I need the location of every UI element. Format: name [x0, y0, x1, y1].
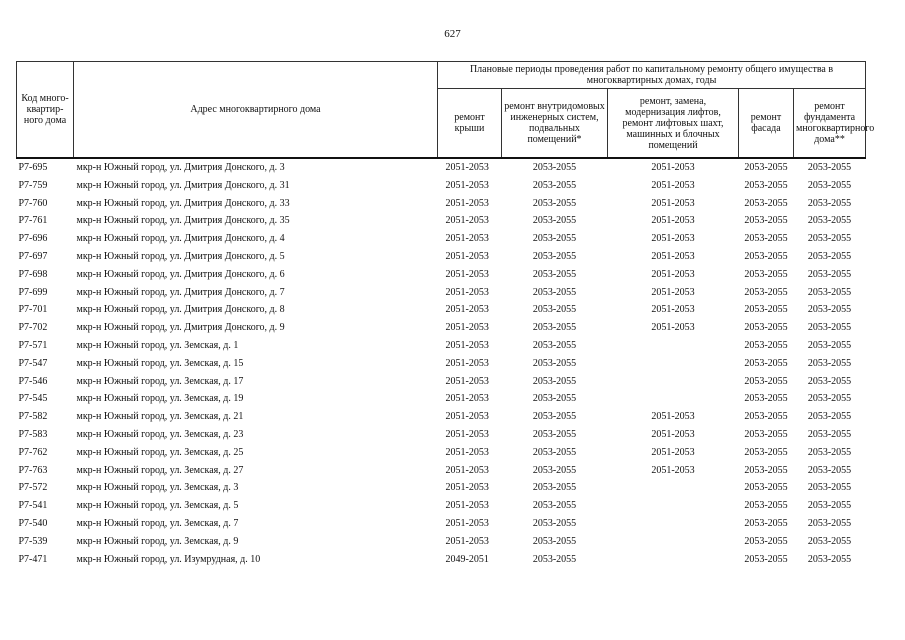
header-foundation: ремонт фундамента многоквартирного дома** [794, 89, 866, 159]
cell-roof: 2051-2053 [445, 197, 489, 209]
cell-elevators [608, 390, 739, 408]
cell-elevators: 2051-2053 [651, 464, 695, 476]
cell-roof: 2051-2053 [445, 339, 489, 351]
cell-code: Р7-698 [18, 268, 48, 280]
cell-foundation: 2053-2055 [807, 215, 852, 227]
table-row [17, 515, 866, 533]
cell-address: мкр-н Южный город, ул. Дмитрия Донского, д. 9 [76, 322, 285, 334]
table-row [17, 462, 866, 480]
cell-systems: 2053-2055 [532, 268, 577, 280]
cell-address: мкр-н Южный город, ул. Дмитрия Донского, д. 31 [76, 179, 290, 191]
cell-code: Р7-696 [18, 233, 48, 245]
cell-code: Р7-702 [18, 322, 48, 334]
cell-roof: 2051-2053 [445, 162, 489, 173]
header-systems: ремонт внутридомовых инженерных систем, подвальных помещений* [502, 89, 608, 159]
cell-elevators: 2051-2053 [651, 162, 695, 173]
cell-facade: 2053-2055 [744, 304, 788, 316]
cell-elevators: 2051-2053 [651, 197, 695, 209]
cell-roof: 2051-2053 [445, 446, 489, 458]
cell-foundation: 2053-2055 [807, 162, 852, 173]
cell-roof: 2051-2053 [445, 482, 489, 494]
cell-elevators [608, 515, 739, 533]
cell-address: мкр-н Южный город, ул. Земская, д. 21 [76, 411, 244, 423]
cell-systems: 2053-2055 [532, 482, 577, 494]
table-row [17, 390, 866, 408]
cell-systems: 2053-2055 [532, 357, 577, 369]
cell-facade: 2053-2055 [744, 197, 788, 209]
cell-address: мкр-н Южный город, ул. Дмитрия Донского, д. 7 [76, 286, 285, 298]
cell-code: Р7-701 [18, 304, 48, 316]
cell-systems: 2053-2055 [532, 517, 577, 529]
capital-repair-table [16, 61, 875, 568]
cell-foundation: 2053-2055 [807, 482, 852, 494]
header-code: Код много-квартир-ного дома [17, 62, 74, 159]
cell-systems: 2053-2055 [532, 286, 577, 298]
header-facade: ремонт фасада [739, 89, 794, 159]
cell-address: мкр-н Южный город, ул. Земская, д. 23 [76, 428, 244, 440]
cell-foundation: 2053-2055 [807, 286, 852, 298]
header-periods: Плановые периоды проведения работ по капитальному ремонту общего имущества в многоквартирных домах, годы [438, 62, 866, 89]
cell-systems: 2053-2055 [532, 339, 577, 351]
cell-systems: 2053-2055 [532, 322, 577, 334]
table-row [17, 497, 866, 515]
cell-roof: 2051-2053 [445, 322, 489, 334]
cell-elevators: 2051-2053 [651, 250, 695, 262]
cell-foundation: 2053-2055 [807, 304, 852, 316]
cell-address: мкр-н Южный город, ул. Земская, д. 1 [76, 339, 239, 351]
table-header [17, 62, 875, 159]
cell-facade: 2053-2055 [744, 553, 788, 565]
cell-code: Р7-699 [18, 286, 48, 298]
cell-roof: 2051-2053 [445, 357, 489, 369]
cell-roof: 2051-2053 [445, 517, 489, 529]
table-row [17, 284, 866, 302]
cell-foundation: 2053-2055 [807, 428, 852, 440]
cell-roof: 2051-2053 [445, 286, 489, 298]
header-roof: ремонт крыши [438, 89, 502, 159]
cell-systems: 2053-2055 [532, 250, 577, 262]
cell-code: Р7-763 [18, 464, 48, 476]
cell-address: мкр-н Южный город, ул. Земская, д. 27 [76, 464, 244, 476]
cell-facade: 2053-2055 [744, 500, 788, 512]
cell-foundation: 2053-2055 [807, 393, 852, 405]
cell-code: Р7-571 [18, 339, 48, 351]
cell-elevators [608, 373, 739, 391]
cell-systems: 2053-2055 [532, 393, 577, 405]
table-row [17, 426, 866, 444]
cell-address: мкр-н Южный город, ул. Дмитрия Донского, д. 3 [76, 162, 285, 173]
cell-code: Р7-762 [18, 446, 48, 458]
table-row [17, 479, 866, 497]
cell-foundation: 2053-2055 [807, 517, 852, 529]
cell-roof: 2051-2053 [445, 535, 489, 547]
table-row [17, 444, 866, 462]
cell-facade: 2053-2055 [744, 517, 788, 529]
cell-address: мкр-н Южный город, ул. Земская, д. 3 [76, 482, 239, 494]
cell-facade: 2053-2055 [744, 250, 788, 262]
cell-code: Р7-761 [18, 215, 48, 227]
cell-elevators [608, 533, 739, 551]
cell-elevators: 2051-2053 [651, 428, 695, 440]
table-row [17, 158, 866, 177]
cell-systems: 2053-2055 [532, 304, 577, 316]
cell-foundation: 2053-2055 [807, 375, 852, 387]
cell-code: Р7-545 [18, 393, 48, 405]
cell-facade: 2053-2055 [744, 268, 788, 280]
table-row [17, 266, 866, 284]
cell-systems: 2053-2055 [532, 179, 577, 191]
cell-systems: 2053-2055 [532, 162, 577, 173]
cell-foundation: 2053-2055 [807, 197, 852, 209]
cell-facade: 2053-2055 [744, 179, 788, 191]
cell-facade: 2053-2055 [744, 286, 788, 298]
cell-elevators: 2051-2053 [651, 268, 695, 280]
cell-systems: 2053-2055 [532, 197, 577, 209]
cell-address: мкр-н Южный город, ул. Дмитрия Донского, д. 35 [76, 215, 290, 227]
table-row [17, 408, 866, 426]
table-row [17, 319, 866, 337]
table-body [17, 158, 866, 568]
cell-roof: 2051-2053 [445, 500, 489, 512]
cell-roof: 2051-2053 [445, 393, 489, 405]
cell-roof: 2051-2053 [445, 304, 489, 316]
table-row [17, 551, 866, 569]
cell-foundation: 2053-2055 [807, 339, 852, 351]
cell-systems: 2053-2055 [532, 233, 577, 245]
cell-foundation: 2053-2055 [807, 553, 852, 565]
cell-roof: 2051-2053 [445, 179, 489, 191]
cell-address: мкр-н Южный город, ул. Земская, д. 19 [76, 393, 244, 405]
header-elevators: ремонт, замена, модернизация лифтов, ремонт лифтовых шахт, машинных и блочных помещений [608, 89, 739, 159]
cell-elevators: 2051-2053 [651, 286, 695, 298]
table-row [17, 373, 866, 391]
cell-foundation: 2053-2055 [807, 535, 852, 547]
cell-facade: 2053-2055 [744, 535, 788, 547]
cell-roof: 2051-2053 [445, 250, 489, 262]
table-row [17, 301, 866, 319]
cell-address: мкр-н Южный город, ул. Земская, д. 25 [76, 446, 244, 458]
table-row [17, 248, 866, 266]
cell-code: Р7-541 [18, 500, 48, 512]
cell-code: Р7-697 [18, 250, 48, 262]
cell-foundation: 2053-2055 [807, 500, 852, 512]
cell-roof: 2051-2053 [445, 233, 489, 245]
cell-facade: 2053-2055 [744, 162, 788, 173]
cell-code: Р7-695 [18, 162, 48, 173]
cell-elevators [608, 337, 739, 355]
cell-address: мкр-н Южный город, ул. Земская, д. 17 [76, 375, 244, 387]
cell-code: Р7-582 [18, 411, 48, 423]
cell-facade: 2053-2055 [744, 233, 788, 245]
cell-elevators: 2051-2053 [651, 215, 695, 227]
cell-systems: 2053-2055 [532, 428, 577, 440]
cell-foundation: 2053-2055 [807, 446, 852, 458]
cell-elevators: 2051-2053 [651, 322, 695, 334]
cell-code: Р7-540 [18, 517, 48, 529]
cell-address: мкр-н Южный город, ул. Земская, д. 9 [76, 535, 239, 547]
cell-elevators: 2051-2053 [651, 179, 695, 191]
cell-systems: 2053-2055 [532, 411, 577, 423]
cell-code: Р7-547 [18, 357, 48, 369]
cell-foundation: 2053-2055 [807, 250, 852, 262]
cell-elevators [608, 355, 739, 373]
cell-code: Р7-572 [18, 482, 48, 494]
cell-address: мкр-н Южный город, ул. Дмитрия Донского, д. 33 [76, 197, 290, 209]
cell-facade: 2053-2055 [744, 411, 788, 423]
table-row [17, 195, 866, 213]
cell-code: Р7-583 [18, 428, 48, 440]
cell-facade: 2053-2055 [744, 393, 788, 405]
cell-elevators [608, 497, 739, 515]
cell-facade: 2053-2055 [744, 375, 788, 387]
cell-foundation: 2053-2055 [807, 322, 852, 334]
cell-roof: 2051-2053 [445, 411, 489, 423]
cell-elevators [608, 479, 739, 497]
table-row [17, 230, 866, 248]
cell-address: мкр-н Южный город, ул. Земская, д. 7 [76, 517, 239, 529]
page-number: 627 [444, 28, 461, 40]
cell-facade: 2053-2055 [744, 322, 788, 334]
cell-roof: 2051-2053 [445, 428, 489, 440]
cell-foundation: 2053-2055 [807, 268, 852, 280]
cell-foundation: 2053-2055 [807, 464, 852, 476]
cell-code: Р7-760 [18, 197, 48, 209]
cell-facade: 2053-2055 [744, 215, 788, 227]
cell-address: мкр-н Южный город, ул. Дмитрия Донского, д. 5 [76, 250, 285, 262]
cell-roof: 2051-2053 [445, 375, 489, 387]
cell-systems: 2053-2055 [532, 535, 577, 547]
cell-facade: 2053-2055 [744, 464, 788, 476]
cell-code: Р7-546 [18, 375, 48, 387]
cell-systems: 2053-2055 [532, 500, 577, 512]
cell-address: мкр-н Южный город, ул. Земская, д. 15 [76, 357, 244, 369]
cell-elevators: 2051-2053 [651, 411, 695, 423]
cell-address: мкр-н Южный город, ул. Земская, д. 5 [76, 500, 239, 512]
cell-facade: 2053-2055 [744, 446, 788, 458]
cell-foundation: 2053-2055 [807, 179, 852, 191]
cell-roof: 2049-2051 [445, 553, 489, 565]
cell-elevators: 2051-2053 [651, 233, 695, 245]
cell-facade: 2053-2055 [744, 482, 788, 494]
cell-systems: 2053-2055 [532, 375, 577, 387]
table-row [17, 212, 866, 230]
cell-roof: 2051-2053 [445, 464, 489, 476]
table-row [17, 533, 866, 551]
cell-code: Р7-471 [18, 553, 48, 565]
cell-roof: 2051-2053 [445, 268, 489, 280]
cell-elevators: 2051-2053 [651, 446, 695, 458]
cell-roof: 2051-2053 [445, 215, 489, 227]
cell-systems: 2053-2055 [532, 553, 577, 565]
cell-elevators: 2051-2053 [651, 304, 695, 316]
cell-address: мкр-н Южный город, ул. Дмитрия Донского, д. 4 [76, 233, 285, 245]
cell-foundation: 2053-2055 [807, 233, 852, 245]
table-row [17, 337, 866, 355]
cell-address: мкр-н Южный город, ул. Дмитрия Донского, д. 8 [76, 304, 285, 316]
cell-code: Р7-539 [18, 535, 48, 547]
header-address: Адрес многоквартирного дома [74, 62, 438, 159]
cell-foundation: 2053-2055 [807, 357, 852, 369]
cell-address: мкр-н Южный город, ул. Дмитрия Донского, д. 6 [76, 268, 285, 280]
cell-facade: 2053-2055 [744, 428, 788, 440]
cell-address: мкр-н Южный город, ул. Изумрудная, д. 10 [76, 553, 261, 565]
cell-systems: 2053-2055 [532, 215, 577, 227]
cell-systems: 2053-2055 [532, 464, 577, 476]
cell-foundation: 2053-2055 [807, 411, 852, 423]
table-row [17, 355, 866, 373]
cell-systems: 2053-2055 [532, 446, 577, 458]
table-row [17, 177, 866, 195]
cell-facade: 2053-2055 [744, 339, 788, 351]
cell-elevators [608, 551, 739, 569]
cell-facade: 2053-2055 [744, 357, 788, 369]
cell-code: Р7-759 [18, 179, 48, 191]
